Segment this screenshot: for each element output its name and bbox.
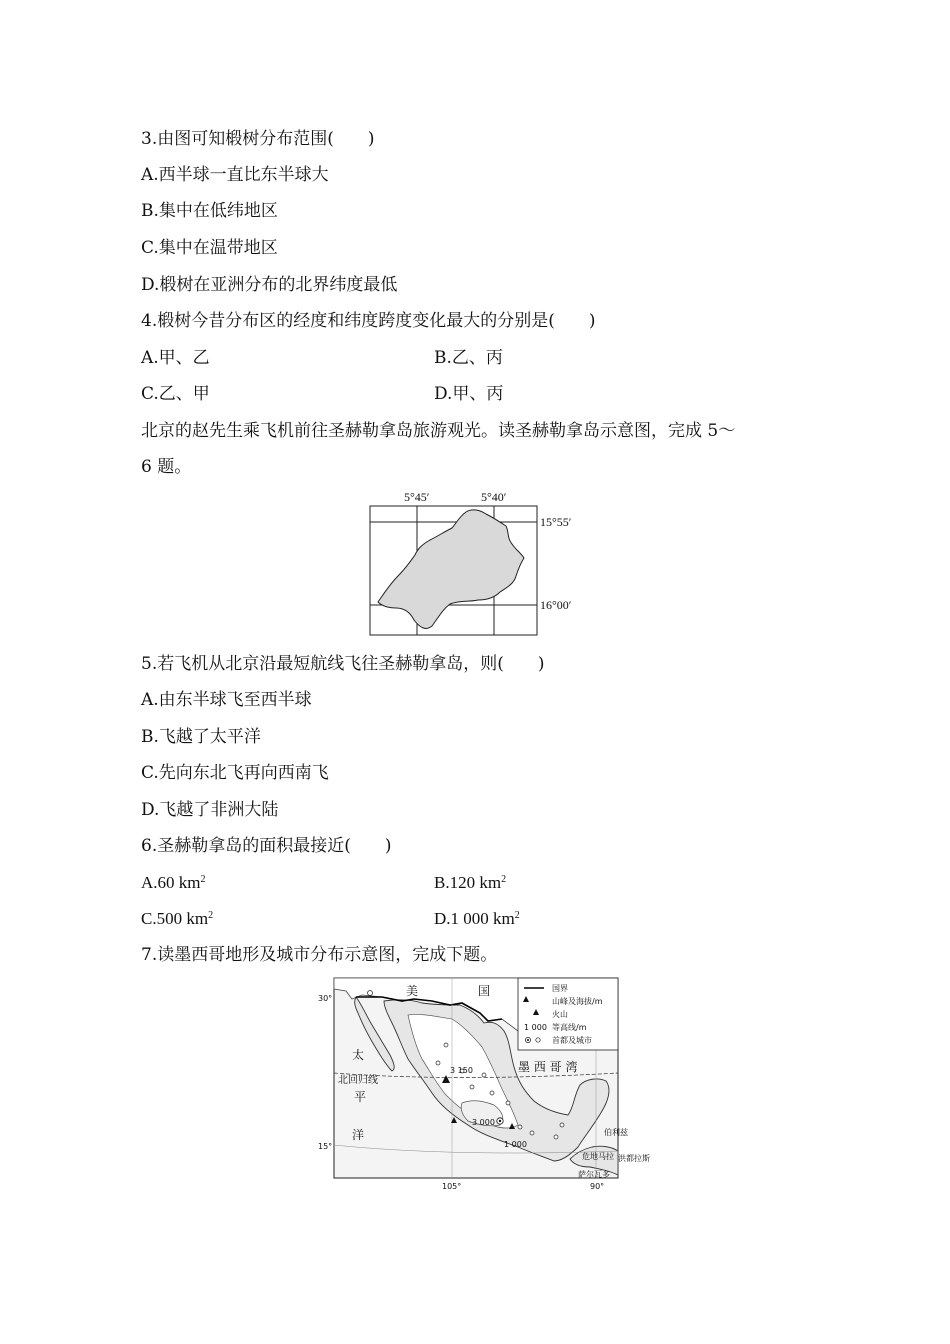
- q7-stem: 7.读墨西哥地形及城市分布示意图，完成下题。: [141, 945, 498, 965]
- q4-option-c: C.乙、甲: [141, 384, 210, 404]
- q4-stem: 4.椴树今昔分布区的经度和纬度跨度变化最大的分别是( ): [141, 311, 596, 331]
- q5-option-c: C.先向东北飞再向西南飞: [141, 763, 329, 783]
- q5-option-a: A.由东半球飞至西半球: [141, 690, 312, 710]
- intro-5-6-line2: 6 题。: [141, 457, 192, 477]
- peak-elevation-label: 3 150: [450, 1066, 473, 1075]
- tropic-label: 北回归线: [338, 1075, 378, 1086]
- pacific-label-2: 平: [354, 1090, 367, 1104]
- q5-stem: 5.若飞机从北京沿最短航线飞往圣赫勒拿岛，则( ): [141, 654, 545, 674]
- q3-option-d: D.椴树在亚洲分布的北界纬度最低: [141, 275, 398, 295]
- q5-option-b: B.飞越了太平洋: [141, 727, 261, 747]
- q3-option-a: A.西半球一直比东半球大: [141, 165, 329, 185]
- q4-option-a: A.甲、乙: [141, 348, 210, 368]
- q6-option-a: A.60 $km^2$: [141, 873, 206, 892]
- honduras-label: 洪都拉斯: [618, 1154, 650, 1163]
- pacific-label-1: 太: [352, 1048, 365, 1062]
- q4-option-d: D.甲、丙: [434, 384, 504, 404]
- legend-contour-label: 等高线/m: [552, 1023, 587, 1032]
- q5-option-d: D.飞越了非洲大陆: [141, 800, 279, 820]
- island-shape: [378, 510, 524, 629]
- pacific-label-3: 洋: [352, 1128, 365, 1142]
- guatemala-label: 危地马拉: [582, 1152, 614, 1161]
- q6-option-c: C.500 $km^2$: [141, 909, 214, 928]
- legend-city-icon: [536, 1038, 540, 1042]
- legend-contour-value: 1 000: [524, 1023, 547, 1032]
- st-helena-map: [360, 488, 600, 640]
- lat-30-label: 30°: [318, 994, 333, 1003]
- q3-option-b: B.集中在低纬地区: [141, 201, 278, 221]
- lon-105-label: 105°: [442, 1182, 462, 1191]
- map-legend: [518, 978, 618, 1050]
- intro-5-6-line1: 北京的赵先生乘飞机前往圣赫勒拿岛旅游观光。读圣赫勒拿岛示意图，完成 5～: [141, 421, 736, 441]
- lon-90-label: 90°: [590, 1182, 605, 1191]
- q6-option-d: D.1 000 $km^2$: [434, 909, 520, 928]
- lat-15-label: 15°: [318, 1142, 333, 1151]
- legend-peak-label: 山峰及海拔/m: [552, 997, 603, 1006]
- lon-label-right: 5°40′: [481, 490, 507, 504]
- q6-option-b: B.120 $km^2$: [434, 873, 507, 892]
- contour-1000-label: 1 000: [504, 1140, 527, 1149]
- capital-city-marker: [497, 1118, 503, 1124]
- lon-label-left: 5°45′: [404, 490, 430, 504]
- mexico-map: [312, 975, 650, 1195]
- el-salvador-label: 萨尔瓦多: [578, 1170, 610, 1179]
- lat-label-bottom: 16°00′: [540, 598, 572, 612]
- legend-border-label: 国界: [552, 984, 568, 993]
- legend-city-label: 首都及城市: [552, 1036, 592, 1045]
- lat-label-top: 15°55′: [540, 515, 572, 529]
- q6-stem: 6.圣赫勒拿岛的面积最接近( ): [141, 836, 392, 856]
- usa-label-1: 美: [406, 984, 419, 998]
- q3-option-c: C.集中在温带地区: [141, 238, 278, 258]
- usa-label-2: 国: [478, 984, 491, 998]
- q4-option-b: B.乙、丙: [434, 348, 503, 368]
- belize-label: 伯利兹: [604, 1128, 628, 1137]
- contour-3000-label: 3 000: [472, 1118, 495, 1127]
- q3-stem: 3.由图可知椴树分布范围( ): [141, 129, 375, 149]
- gulf-label: 墨 西 哥 湾: [518, 1060, 578, 1074]
- legend-volcano-label: 火山: [552, 1010, 568, 1019]
